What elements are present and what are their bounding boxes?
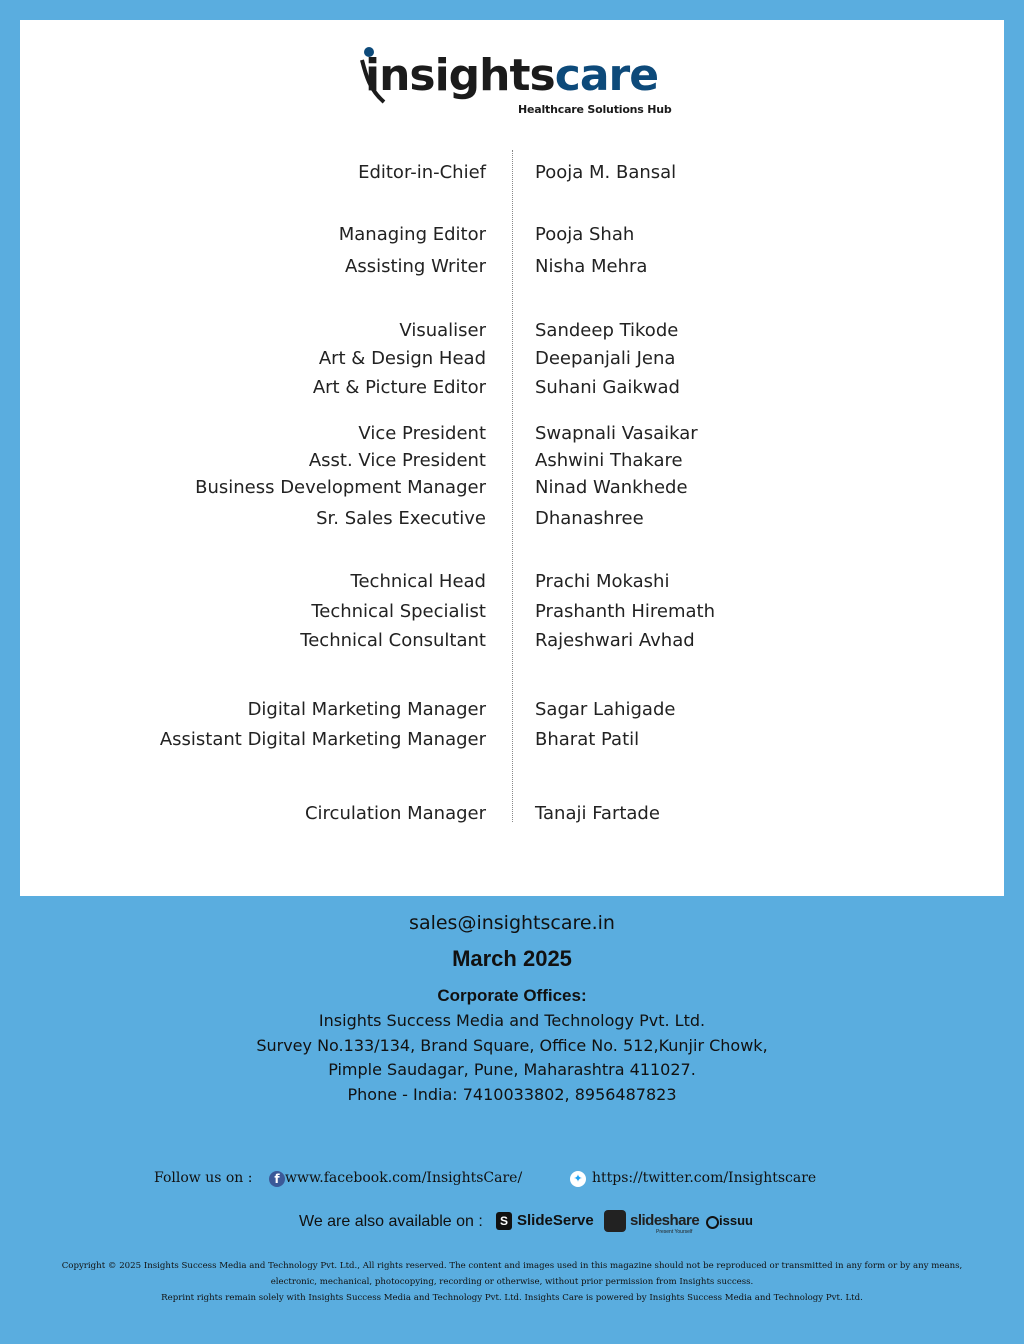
role-label: Circulation Manager — [304, 803, 486, 824]
person-name: Swapnali Vasaikar — [535, 423, 698, 444]
follow-label: Follow us on : — [154, 1170, 253, 1186]
role-label: Art & Picture Editor — [312, 377, 486, 398]
role-label: Vice President — [358, 423, 486, 444]
role-label: Business Development Manager — [195, 477, 486, 498]
copyright-line-3: Reprint rights remain solely with Insights Success Media and Technology Pvt. Ltd. Insights Care is powered by Insights Success Media and Technology Pvt. Ltd. — [161, 1293, 863, 1303]
address-line-1: Survey No.133/134, Brand Square, Office No. 512,Kunjir Chowk, — [256, 1036, 768, 1055]
slideshare-link[interactable]: slideshare — [630, 1212, 700, 1229]
logo-text-dark: insights — [365, 50, 555, 101]
role-label: Editor-in-Chief — [358, 162, 486, 183]
facebook-icon[interactable]: f — [269, 1171, 285, 1187]
twitter-link[interactable]: https://twitter.com/Insightscare — [592, 1170, 817, 1186]
masthead-panel — [20, 20, 1004, 896]
available-on-label: We are also available on : — [299, 1213, 483, 1230]
copyright-line-1: Copyright © 2025 Insights Success Media and Technology Pvt. Ltd., All rights reserved. The content and images used in this magazine should not be reproduced or transmitted in any form or by any means, — [61, 1261, 963, 1271]
role-label: Assistant Digital Marketing Manager — [159, 729, 486, 750]
person-name: Pooja M. Bansal — [535, 162, 677, 183]
person-name: Sandeep Tikode — [535, 320, 679, 341]
copyright-line-2: electronic, mechanical, photocopying, recording or otherwise, without prior permission from Insights success. — [270, 1277, 754, 1287]
phone-numbers: Phone - India: 7410033802, 8956487823 — [347, 1085, 677, 1104]
contact-email[interactable]: sales@insightscare.in — [409, 912, 615, 934]
role-label: Technical Head — [350, 571, 486, 592]
person-name: Pooja Shah — [535, 224, 635, 245]
person-name: Nisha Mehra — [535, 256, 648, 277]
role-label: Managing Editor — [338, 224, 486, 245]
logo-wordmark — [365, 46, 658, 106]
issue-date: March 2025 — [452, 946, 572, 971]
address-line-2: Pimple Saudagar, Pune, Maharashtra 411027. — [328, 1060, 696, 1079]
slideserve-icon[interactable]: S — [496, 1212, 512, 1230]
insightscare-logo — [20, 46, 1004, 126]
person-name: Ninad Wankhede — [535, 477, 688, 498]
column-divider — [512, 150, 513, 822]
corporate-offices-title: Corporate Offices: — [437, 986, 587, 1005]
role-label: Asst. Vice President — [308, 450, 486, 471]
person-name: Tanaji Fartade — [535, 803, 660, 824]
role-label: Digital Marketing Manager — [247, 699, 486, 720]
person-name: Dhanashree — [535, 508, 644, 529]
role-label: Visualiser — [399, 320, 486, 341]
issuu-link[interactable]: issuu — [719, 1213, 753, 1228]
facebook-link[interactable]: www.facebook.com/InsightsCare/ — [285, 1170, 523, 1186]
company-name: Insights Success Media and Technology Pvt. Ltd. — [318, 1011, 706, 1030]
slideshare-icon[interactable] — [604, 1210, 626, 1232]
person-name: Deepanjali Jena — [535, 348, 676, 369]
slideshare-tagline: Present Yourself — [656, 1229, 693, 1235]
logo-text-accent: care — [554, 50, 659, 101]
role-label: Technical Specialist — [311, 601, 486, 622]
person-name: Prashanth Hiremath — [535, 601, 716, 622]
logo-tagline: Healthcare Solutions Hub — [518, 103, 672, 116]
person-name: Ashwini Thakare — [535, 450, 683, 471]
role-label: Art & Design Head — [318, 348, 486, 369]
person-name: Rajeshwari Avhad — [535, 630, 695, 651]
role-label: Sr. Sales Executive — [316, 508, 486, 529]
person-name: Prachi Mokashi — [535, 571, 670, 592]
role-label: Assisting Writer — [345, 256, 486, 277]
twitter-icon[interactable]: ✦ — [570, 1171, 586, 1187]
role-label: Technical Consultant — [300, 630, 486, 651]
person-name: Sagar Lahigade — [535, 699, 676, 720]
person-name: Suhani Gaikwad — [535, 377, 680, 398]
slideserve-link[interactable]: SlideServe — [517, 1212, 594, 1229]
issuu-icon[interactable] — [706, 1216, 719, 1229]
person-name: Bharat Patil — [535, 729, 640, 750]
